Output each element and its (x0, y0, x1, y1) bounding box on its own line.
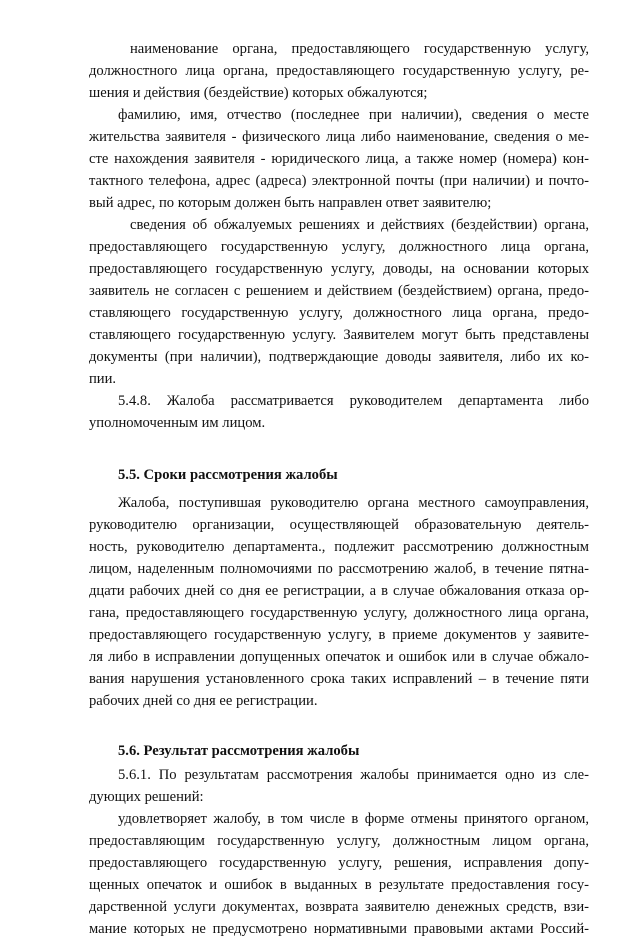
paragraph-4-line: 5.4.8. Жалоба рассматривается руководителем департамента либо (118, 393, 589, 409)
paragraph-7-line: предоставляющего государственную услугу, решения, исправления допу- (89, 855, 589, 871)
paragraph-4-line: уполномоченным им лицом. (89, 415, 266, 431)
paragraph-2-line: жительства заявителя - физического лица либо наименование, сведения о ме- (89, 129, 589, 145)
paragraph-7-line: щенных опечаток и ошибок в выданных в результате предоставления госу- (89, 877, 589, 893)
paragraph-7-line: предоставляющим государственную услугу, должностным лицом органа, (89, 833, 589, 849)
paragraph-3-line: предоставляющего государственную услугу, доводы, на основании которых (89, 261, 589, 277)
paragraph-1-line: должностного лица органа, предоставляющего государственную услугу, ре- (89, 63, 589, 79)
paragraph-7-line: дарственной услуги документах, возврата заявителю денежных средств, взи- (89, 899, 589, 915)
paragraph-3-line: предоставляющего государственную услугу, должностного лица органа, (89, 239, 589, 255)
paragraph-5-line: ность, руководителю департамента., подлежит рассмотрению должностным (89, 539, 589, 555)
paragraph-5-line: Жалоба, поступившая руководителю органа местного самоуправления, (118, 495, 589, 511)
paragraph-2-line: фамилию, имя, отчество (последнее при наличии), сведения о месте (118, 107, 589, 123)
section-heading: 5.5. Сроки рассмотрения жалобы (118, 467, 338, 483)
paragraph-3-line: ставляющего государственную услугу, должностного лица органа, предо- (89, 305, 589, 321)
paragraph-7-line: удовлетворяет жалобу, в том числе в форме отмены принятого органом, (118, 811, 589, 827)
paragraph-5-line: вания нарушения установленного срока таких исправлений – в течение пяти (89, 671, 589, 687)
paragraph-5-line: дцати рабочих дней со дня ее регистрации, а в случае обжалования отказа ор- (89, 583, 589, 599)
paragraph-5-line: гана, предоставляющего государственную услугу, должностного лица органа, (89, 605, 589, 621)
paragraph-2-line: вый адрес, по которым должен быть направлен ответ заявителю; (89, 195, 492, 211)
paragraph-7-line: мание которых не предусмотрено нормативными правовыми актами Россий- (89, 921, 589, 937)
paragraph-2-line: сте нахождения заявителя - юридического лица, а также номер (номера) кон- (89, 151, 589, 167)
paragraph-1-line: наименование органа, предоставляющего государственную услугу, (130, 41, 589, 57)
paragraph-3-line: пии. (89, 371, 117, 387)
paragraph-1-line: шения и действия (бездействие) которых обжалуются; (89, 85, 428, 101)
paragraph-3-line: документы (при наличии), подтверждающие доводы заявителя, либо их ко- (89, 349, 589, 365)
paragraph-2-line: тактного телефона, адрес (адреса) электронной почты (при наличии) и почто- (89, 173, 589, 189)
paragraph-5-line: рабочих дней со дня ее регистрации. (89, 693, 318, 709)
paragraph-6-line: дующих решений: (89, 789, 204, 805)
paragraph-3-line: ставляющего государственную услугу. Заявителем могут быть представлены (89, 327, 589, 343)
paragraph-5-line: ля либо в исправлении допущенных опечаток и ошибок или в случае обжало- (89, 649, 589, 665)
paragraph-5-line: руководителю организации, осуществляющей образовательную деятель- (89, 517, 589, 533)
paragraph-5-line: предоставляющего государственную услугу, в приеме документов у заявите- (89, 627, 589, 643)
paragraph-3-line: заявитель не согласен с решением и действием (бездействием) органа, предо- (89, 283, 589, 299)
paragraph-3-line: сведения об обжалуемых решениях и действиях (бездействии) органа, (130, 217, 589, 233)
section-heading: 5.6. Результат рассмотрения жалобы (118, 743, 360, 759)
paragraph-6-line: 5.6.1. По результатам рассмотрения жалобы принимается одно из сле- (118, 767, 589, 783)
paragraph-5-line: лицом, наделенным полномочиями по рассмотрению жалоб, в течение пятна- (89, 561, 589, 577)
